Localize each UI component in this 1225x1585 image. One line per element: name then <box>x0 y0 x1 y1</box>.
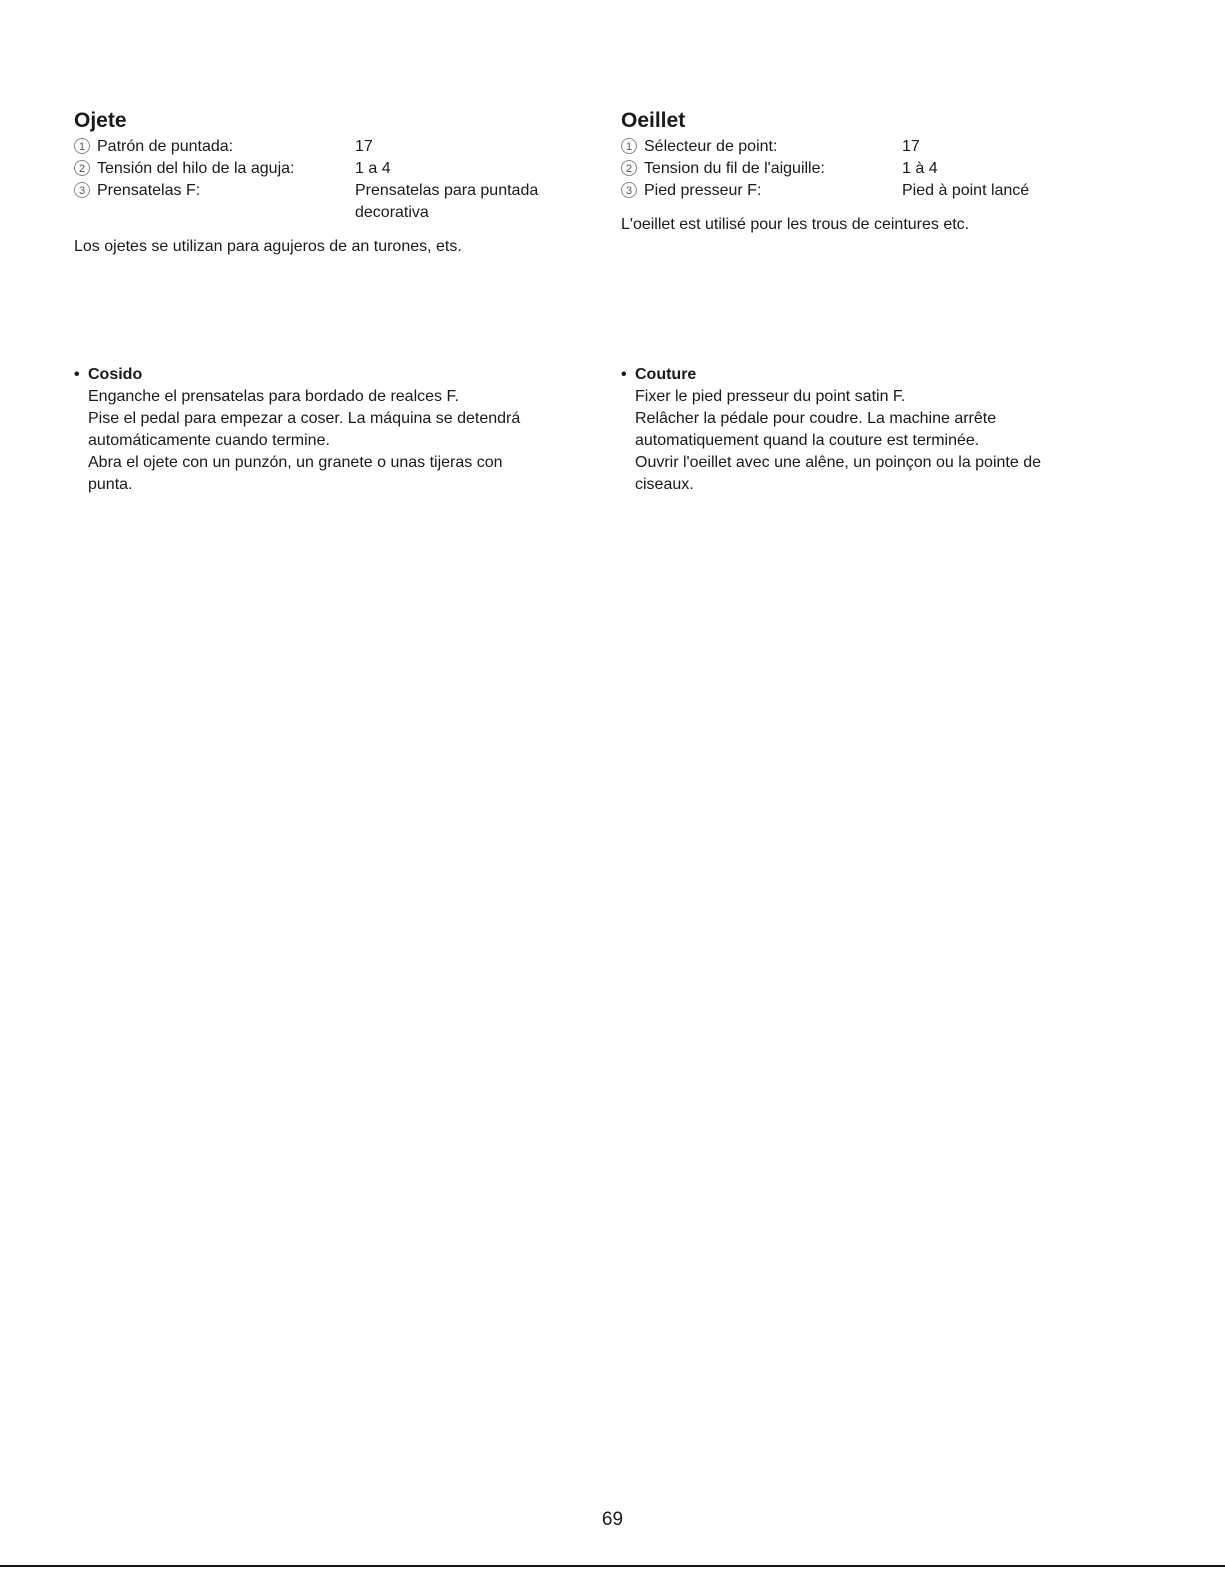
setting-label: Sélecteur de point: <box>644 138 778 155</box>
sewing-heading <box>74 364 594 386</box>
instruction-line: automatiquement quand la couture est terminée. <box>635 432 980 449</box>
setting-row <box>74 158 594 180</box>
circled-number-icon: 2 <box>621 160 637 176</box>
instruction-line: punta. <box>88 476 133 493</box>
setting-label: Pied presseur F: <box>644 182 762 199</box>
page-number: 69 <box>601 1509 624 1530</box>
setting-row <box>621 136 1141 158</box>
bullet: • <box>74 366 80 383</box>
setting-value: 17 <box>355 138 373 155</box>
circled-number-icon: 2 <box>74 160 90 176</box>
instruction-line: Ouvrir l'oeillet avec une alêne, un poinçon ou la pointe de <box>635 454 1041 471</box>
french-sewing-section <box>621 364 1141 496</box>
setting-value: 1 a 4 <box>355 160 391 177</box>
instruction-line: Abra el ojete con un punzón, un granete o unas tijeras con <box>88 454 503 471</box>
instruction-line: automáticamente cuando termine. <box>88 432 330 449</box>
section-title: Ojete <box>74 109 127 132</box>
bullet: • <box>621 366 627 383</box>
sewing-heading <box>621 364 1141 386</box>
instruction-line: Fixer le pied presseur du point satin F. <box>635 388 906 405</box>
settings-list <box>74 136 594 224</box>
setting-label: Tensión del hilo de la aguja: <box>97 160 295 177</box>
bottom-divider <box>0 1565 1225 1567</box>
circled-number-icon: 1 <box>621 138 637 154</box>
french-section <box>621 108 1141 236</box>
instruction-line: Enganche el prensatelas para bordado de realces F. <box>88 388 459 405</box>
circled-number-icon: 3 <box>621 182 637 198</box>
spanish-section <box>74 108 594 258</box>
sewing-title: Couture <box>635 366 697 383</box>
setting-label: Tension du fil de l'aiguille: <box>644 160 825 177</box>
setting-value: 17 <box>902 138 920 155</box>
instruction-line: Pise el pedal para empezar a coser. La máquina se detendrá <box>88 410 521 427</box>
setting-row <box>74 136 594 158</box>
instruction-line: Relâcher la pédale pour coudre. La machine arrête <box>635 410 997 427</box>
settings-list <box>621 136 1141 202</box>
setting-row <box>621 158 1141 180</box>
setting-value: Pied à point lancé <box>902 182 1030 199</box>
section-title: Oeillet <box>621 109 686 132</box>
spanish-sewing-section <box>74 364 594 496</box>
instruction-line: ciseaux. <box>635 476 694 493</box>
setting-row <box>74 180 594 224</box>
circled-number-icon: 1 <box>74 138 90 154</box>
setting-row <box>621 180 1141 202</box>
setting-label: Prensatelas F: <box>97 182 201 199</box>
intro-text: Los ojetes se utilizan para agujeros de an turones, ets. <box>74 238 462 255</box>
setting-label: Patrón de puntada: <box>97 138 234 155</box>
sewing-title: Cosido <box>88 366 143 383</box>
intro-text: L'oeillet est utilisé pour les trous de ceintures etc. <box>621 216 970 233</box>
setting-value: Prensatelas para puntada decorativa <box>355 182 539 221</box>
circled-number-icon: 3 <box>74 182 90 198</box>
setting-value: 1 à 4 <box>902 160 938 177</box>
